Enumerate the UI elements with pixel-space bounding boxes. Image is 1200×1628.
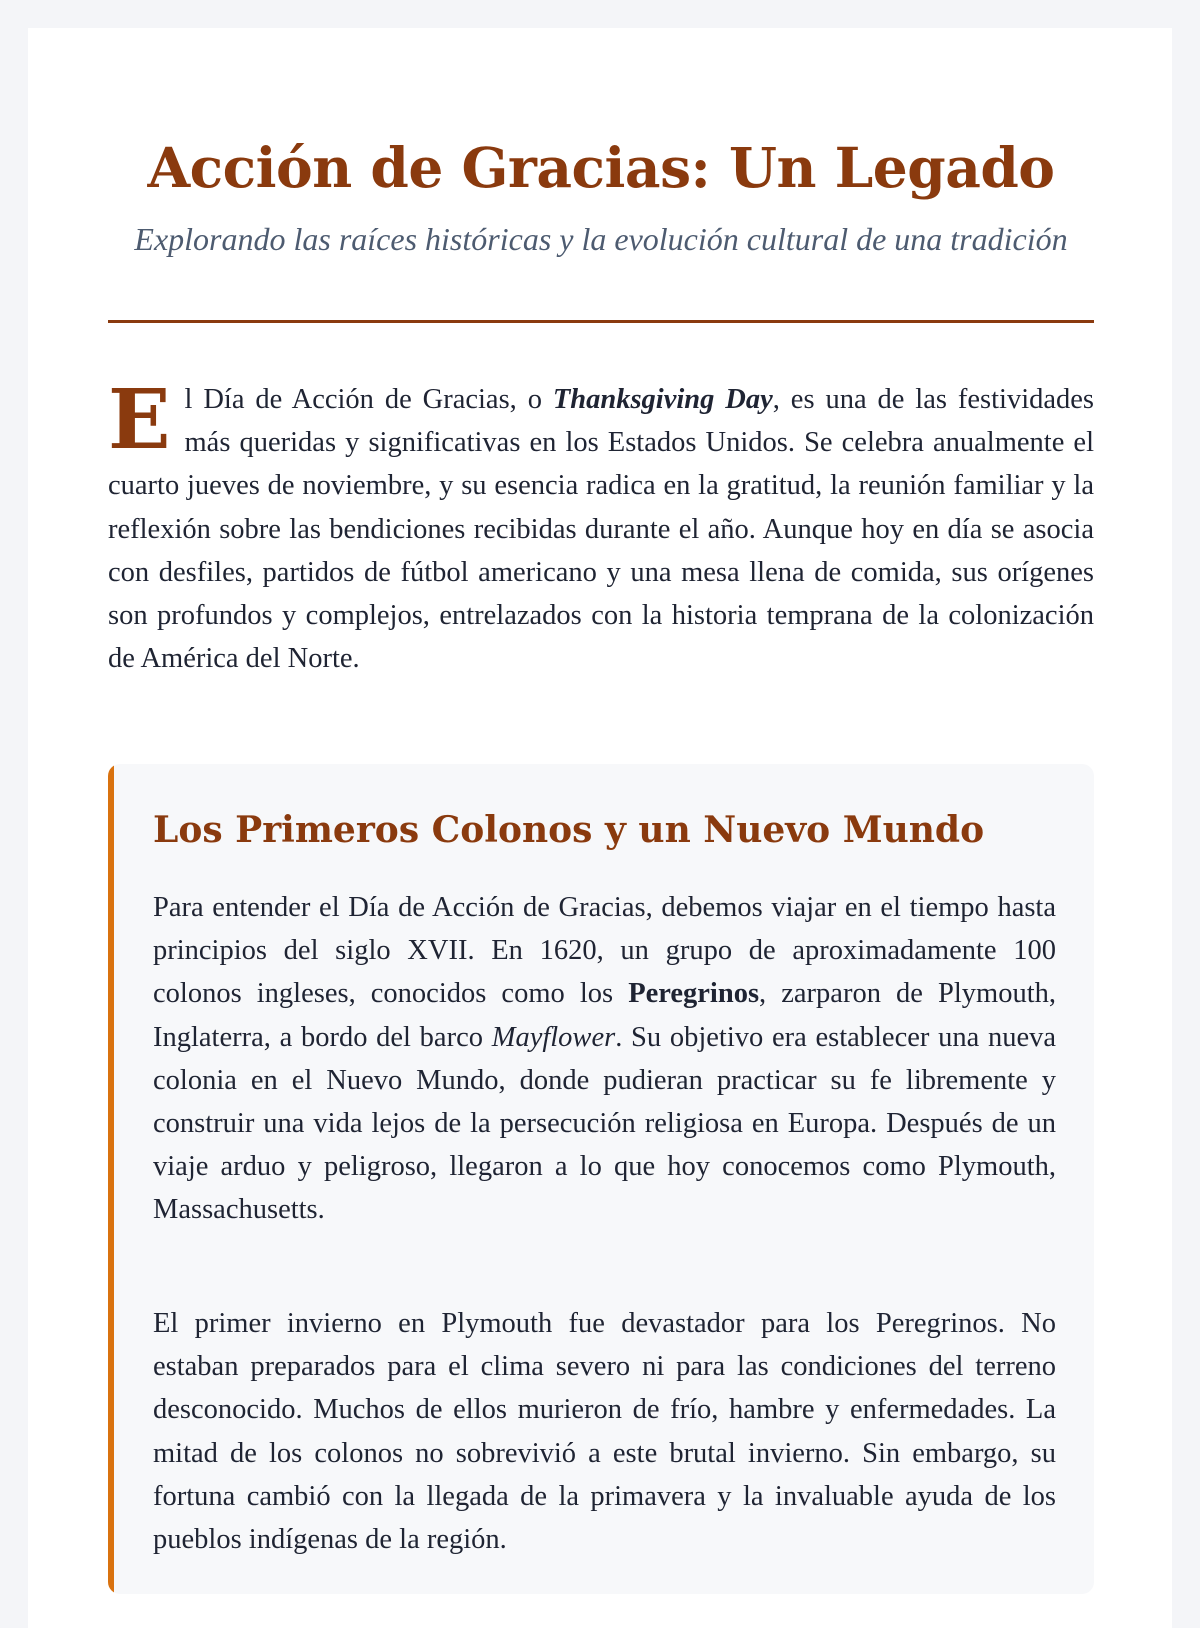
section-title: Los Primeros Colonos y un Nuevo Mundo	[153, 809, 985, 851]
page-subtitle: Explorando las raíces históricas y la evolución cultural de una tradición	[134, 221, 1068, 257]
intro-lead-text: l Día de Acción de Gracias, o	[184, 384, 553, 415]
section-p1-bold: Peregrinos	[628, 978, 760, 1010]
section-p1-italic: Mayflower	[491, 1021, 616, 1053]
section-p1-text-b: , zarparon de Plymouth, Inglaterra, a bordo del barco	[153, 978, 1056, 1053]
card-accent-bar	[108, 764, 114, 1594]
intro-emphasis: Thanksgiving Day	[552, 384, 773, 415]
intro-paragraph	[108, 372, 1095, 680]
section-p1-text-a: Para entender el Día de Acción de Gracias, debemos viajar en el tiempo hasta principios del siglo XVII. En 1620, un grupo de aproximadamente 100 colonos ingleses, conocidos como los	[153, 892, 1056, 1010]
article-page	[28, 28, 1172, 1628]
intro-body-text: , es una de las festividades más queridas y significativas en los Estados Unidos. Se celebra anualmente el cuarto jueves de noviembre, y su esencia radica en la gratitud, la reunión familiar y la reflexión sobre las bendiciones recibidas durante el año. Aunque hoy en día se asocia con desfiles, partidos de fútbol americano y una mesa llena de comida, sus orígenes son profundos y complejos, entrelazados con la historia temprana de la colonización de América del Norte.	[108, 384, 1095, 675]
section-paragraph-2: El primer invierno en Plymouth fue devastador para los Peregrinos. No estaban preparados para el clima severo ni para las condiciones del terreno desconocido. Muchos de ellos murieron de frío, hambre y enfermedades. La mitad de los colonos no sobrevivió a este brutal invierno. Sin embargo, su fortuna cambió con la llegada de la primavera y la invaluable ayuda de los pueblos indígenas de la región.	[153, 1308, 1056, 1556]
article-header	[108, 134, 1094, 262]
history-section-card	[108, 764, 1094, 1594]
header-divider	[108, 320, 1094, 323]
section-p1-text-c: . Su objetivo era establecer una nueva colonia en el Nuevo Mundo, donde pudieran practicar su fe libremente y construir una vida lejos de la persecución religiosa en Europa. Después de un viaje arduo y peligroso, llegaron a lo que hoy conocemos como Plymouth, Massachusetts.	[153, 1021, 1056, 1226]
drop-cap: E	[108, 372, 171, 468]
page-title: Acción de Gracias: Un Legado	[147, 135, 1055, 200]
section-paragraph-1	[153, 886, 1056, 1232]
